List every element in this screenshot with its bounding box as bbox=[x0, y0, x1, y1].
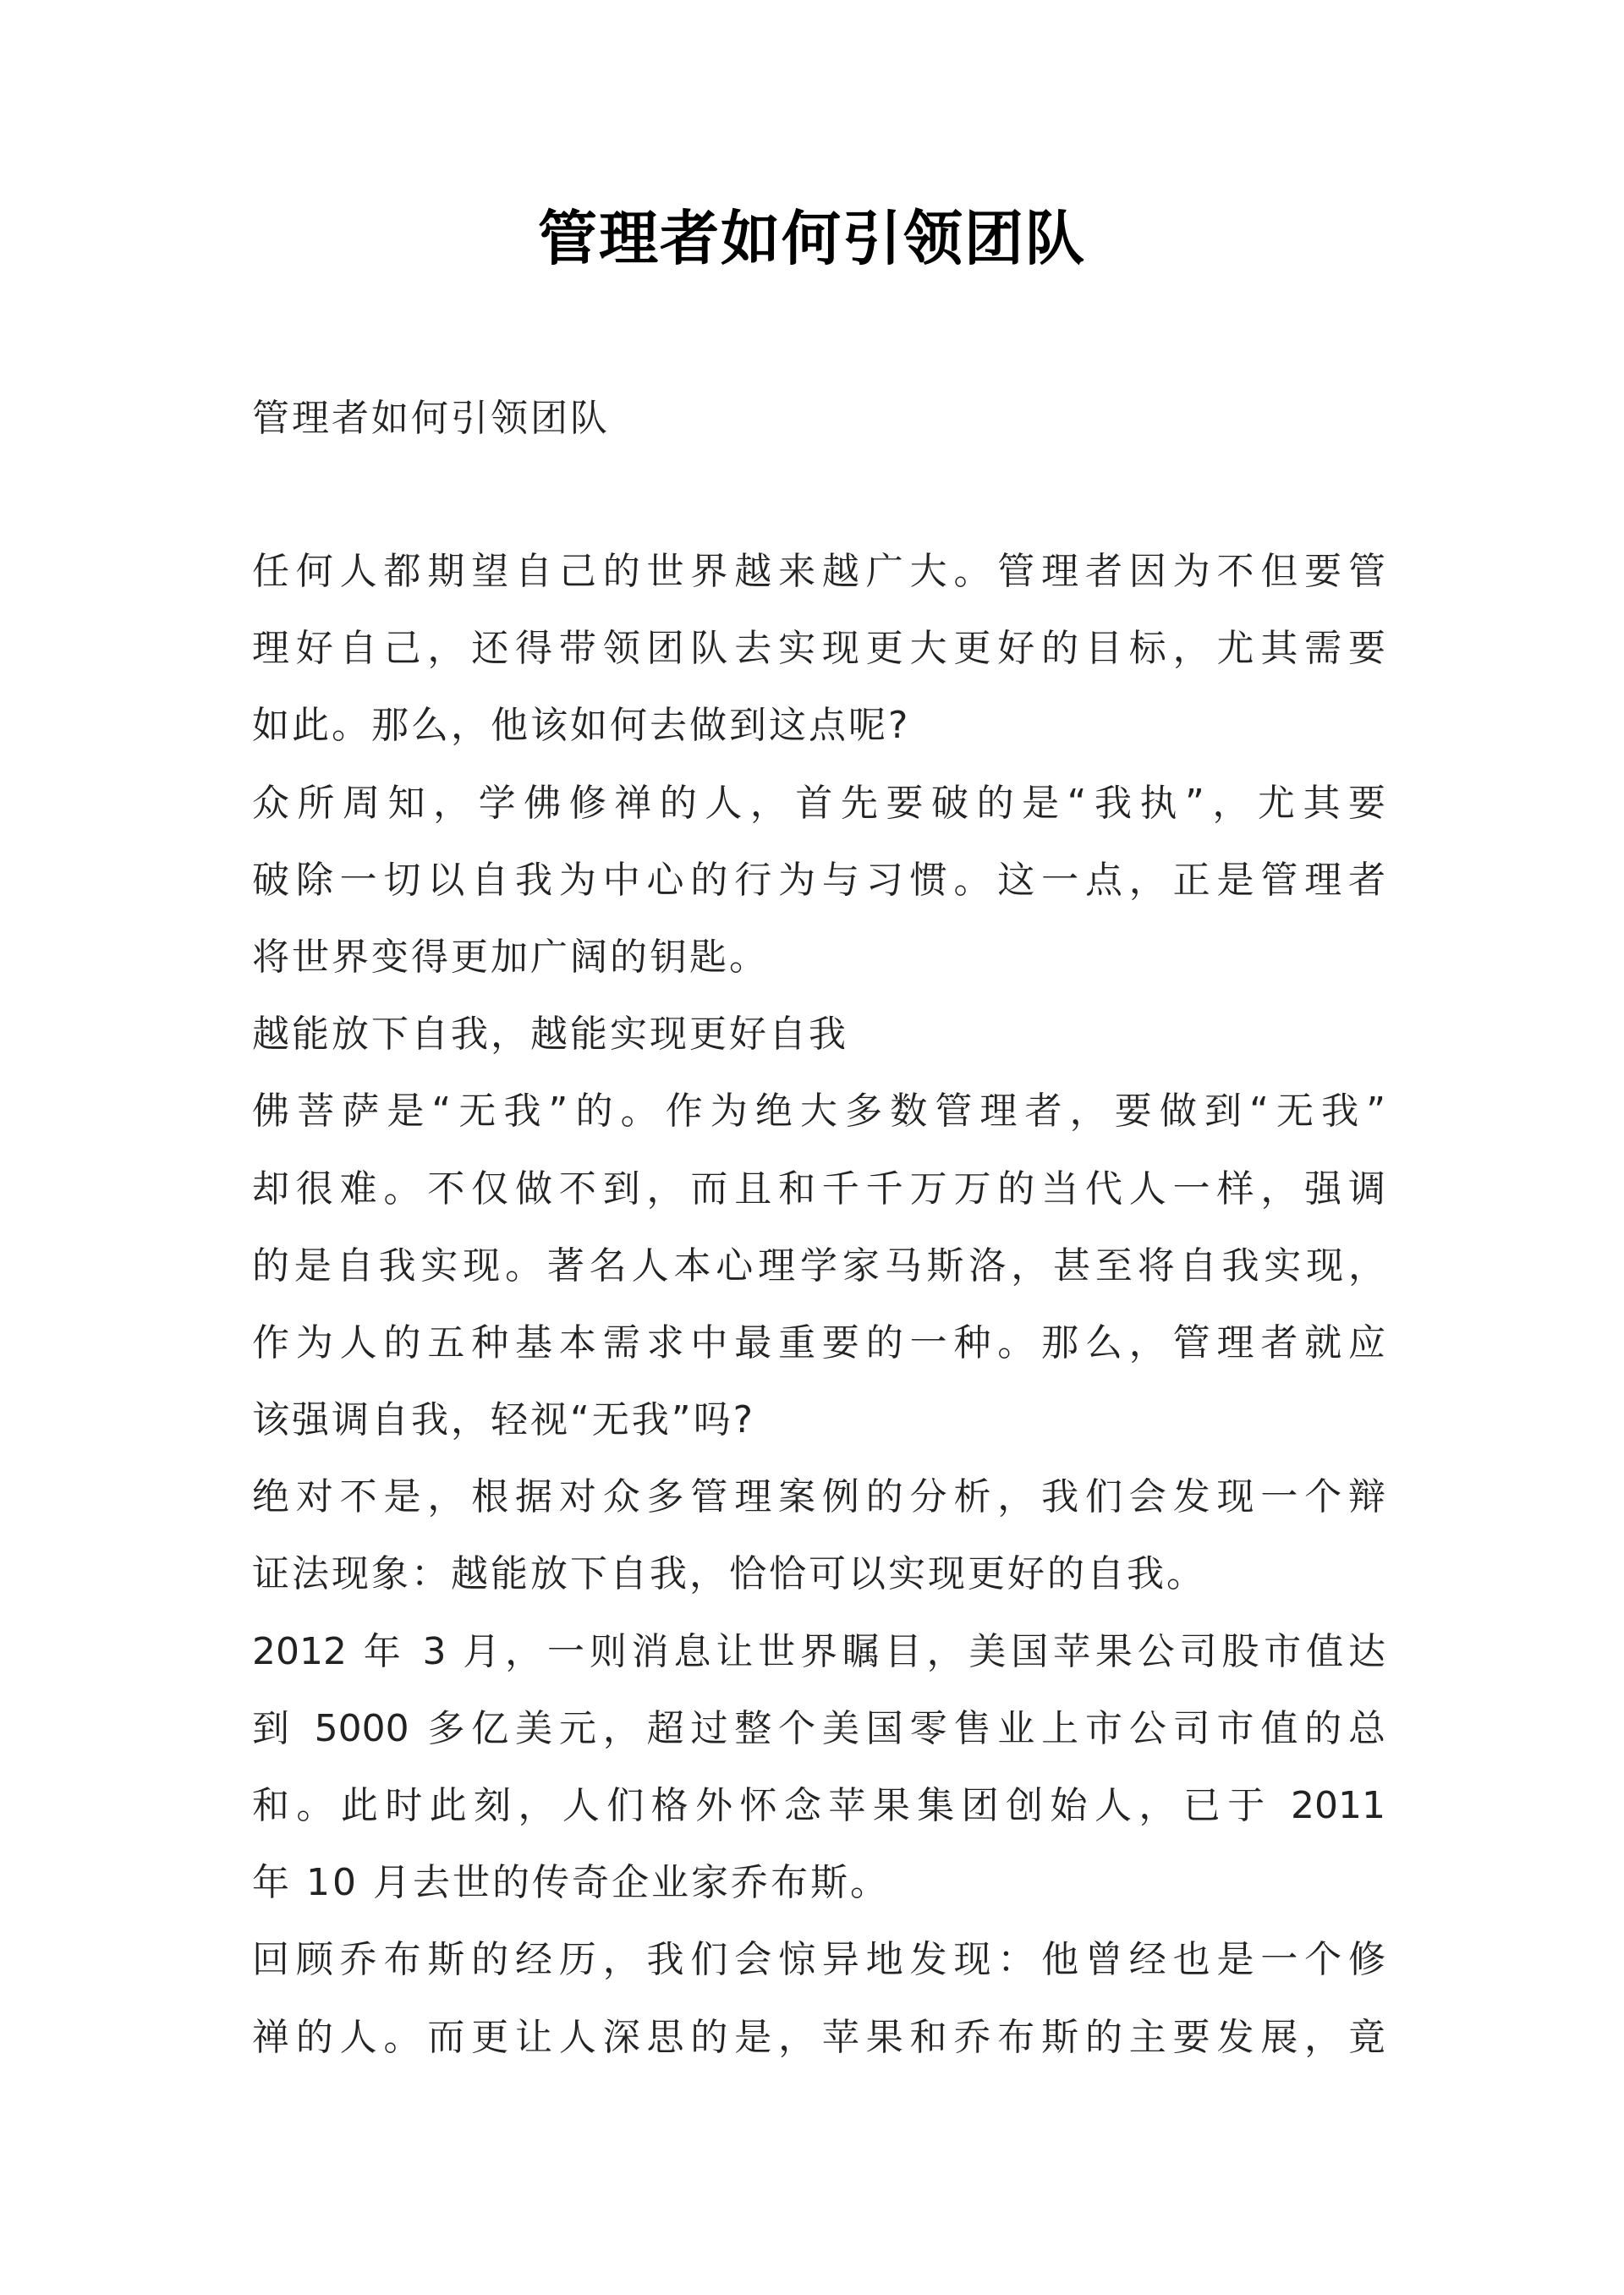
body-text-line: 回顾乔布斯的经历，我们会惊异地发现：他曾经也是一个修 bbox=[252, 1938, 1385, 1982]
body-text-line: 破除一切以自我为中心的行为与习惯。这一点，正是管理者 bbox=[252, 858, 1385, 902]
body-text-line: 如此。那么，他该如何去做到这点呢? bbox=[252, 704, 911, 748]
body-text-line: 禅的人。而更让人深思的是，苹果和乔布斯的主要发展，竟 bbox=[252, 2015, 1385, 2059]
body-text-line: 却很难。不仅做不到，而且和千千万万的当代人一样，强调 bbox=[252, 1167, 1385, 1211]
document-body bbox=[252, 533, 1385, 2076]
body-text-line: 任何人都期望自己的世界越来越广大。管理者因为不但要管 bbox=[252, 550, 1385, 593]
body-text-line: 理好自己，还得带领团队去实现更大更好的目标，尤其需要 bbox=[252, 627, 1385, 671]
body-text-line: 该强调自我，轻视“无我”吗? bbox=[252, 1398, 755, 1442]
body-text-line: 年 10 月去世的传奇企业家乔布斯。 bbox=[252, 1861, 890, 1905]
document-subtitle: 管理者如何引领团队 bbox=[252, 397, 610, 440]
body-text-line: 的是自我实现。著名人本心理学家马斯洛，甚至将自我实现， bbox=[252, 1244, 1385, 1288]
body-text-line: 2012 年 3 月，一则消息让世界瞩目，美国苹果公司股市值达 bbox=[252, 1629, 1385, 1673]
body-text-line: 众所周知，学佛修禅的人，首先要破的是“我执”，尤其要 bbox=[252, 781, 1385, 825]
body-text-line: 佛菩萨是“无我”的。作为绝大多数管理者，要做到“无我” bbox=[252, 1090, 1385, 1134]
body-text-line: 作为人的五种基本需求中最重要的一种。那么，管理者就应 bbox=[252, 1320, 1385, 1364]
body-text-line: 越能放下自我，越能实现更好自我 bbox=[252, 1013, 848, 1057]
body-text-line: 和。此时此刻，人们格外怀念苹果集团创始人，已于 2011 bbox=[252, 1784, 1385, 1827]
document-title: 管理者如何引领团队 bbox=[538, 203, 1086, 273]
body-text-line: 绝对不是，根据对众多管理案例的分析，我们会发现一个辩 bbox=[252, 1475, 1385, 1519]
body-text-line: 证法现象：越能放下自我，恰恰可以实现更好的自我。 bbox=[252, 1552, 1206, 1596]
body-text-line: 将世界变得更加广阔的钥匙。 bbox=[252, 935, 769, 979]
body-text-line: 到 5000 多亿美元，超过整个美国零售业上市公司市值的总 bbox=[252, 1706, 1385, 1750]
